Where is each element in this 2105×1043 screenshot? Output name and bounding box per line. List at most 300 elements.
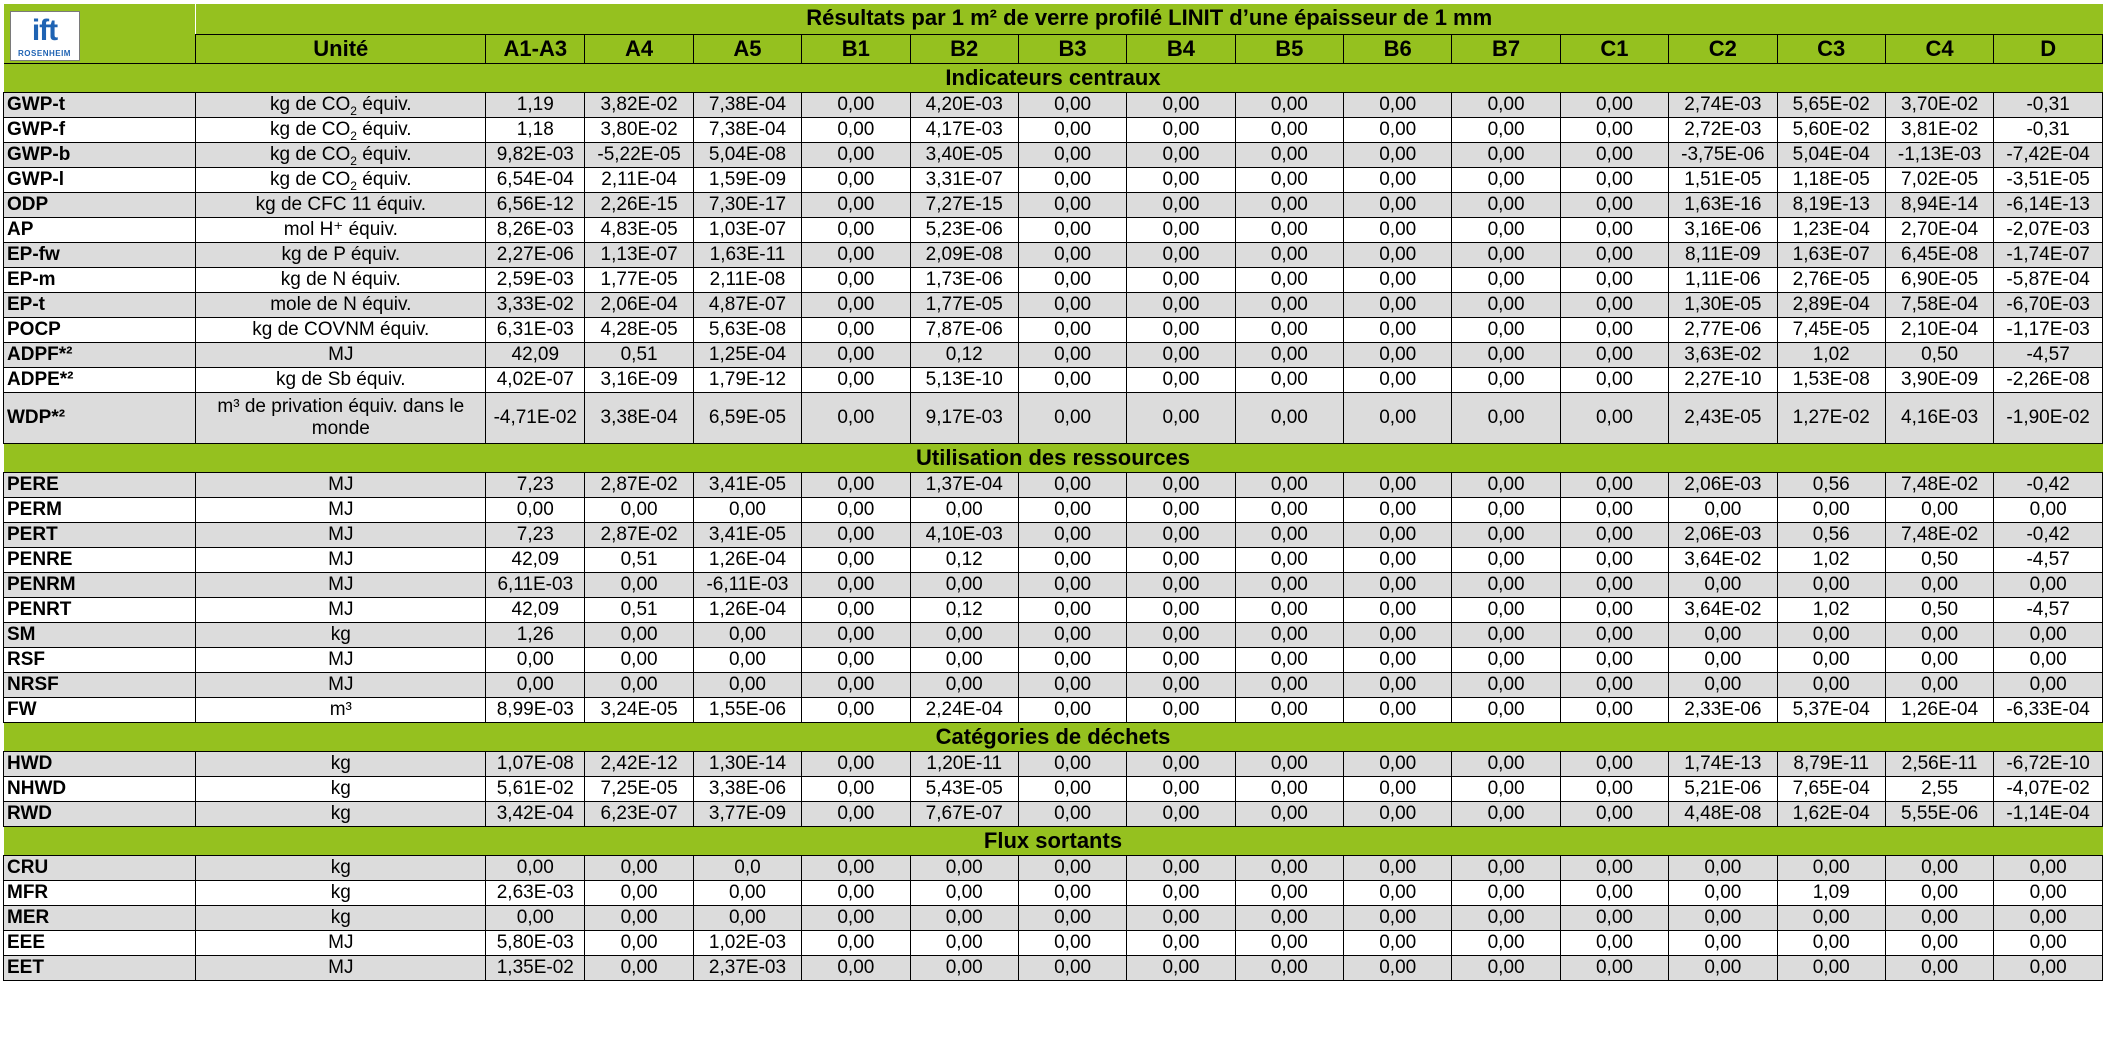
- value-cell-b1: 0,00: [802, 931, 910, 956]
- value-cell-a4: -5,22E-05: [585, 143, 693, 168]
- value-cell-c4: 3,81E-02: [1885, 118, 1993, 143]
- value-cell-b5: 0,00: [1235, 906, 1343, 931]
- value-cell-c3: 1,63E-07: [1777, 243, 1885, 268]
- indicator-cell: SM: [4, 623, 196, 648]
- value-cell-c1: 0,00: [1560, 193, 1668, 218]
- value-cell-b2: 1,73E-06: [910, 268, 1018, 293]
- value-cell-b1: 0,00: [802, 548, 910, 573]
- value-cell-c4: 0,50: [1885, 598, 1993, 623]
- value-cell-c3: 0,00: [1777, 648, 1885, 673]
- unit-cell: MJ: [196, 598, 486, 623]
- value-cell-b1: 0,00: [802, 906, 910, 931]
- value-cell-a1-a3: 42,09: [486, 598, 585, 623]
- value-cell-b3: 0,00: [1018, 648, 1126, 673]
- value-cell-b7: 0,00: [1452, 802, 1560, 827]
- value-cell-b1: 0,00: [802, 623, 910, 648]
- value-cell-d: -5,87E-04: [1994, 268, 2103, 293]
- table-row: [4, 393, 2103, 444]
- indicator-cell: MER: [4, 906, 196, 931]
- value-cell-b4: 0,00: [1127, 931, 1235, 956]
- value-cell-b2: 1,77E-05: [910, 293, 1018, 318]
- table-row: [4, 698, 2103, 723]
- value-cell-b1: 0,00: [802, 573, 910, 598]
- value-cell-d: -0,31: [1994, 93, 2103, 118]
- value-cell-b2: 2,09E-08: [910, 243, 1018, 268]
- value-cell-a5: 0,0: [693, 856, 801, 881]
- column-header-b7: B7: [1452, 35, 1560, 64]
- value-cell-b6: 0,00: [1344, 777, 1452, 802]
- value-cell-d: -3,51E-05: [1994, 168, 2103, 193]
- value-cell-c3: 0,00: [1777, 906, 1885, 931]
- value-cell-b1: 0,00: [802, 168, 910, 193]
- column-header-b4: B4: [1127, 35, 1235, 64]
- table-row: [4, 906, 2103, 931]
- value-cell-b5: 0,00: [1235, 698, 1343, 723]
- value-cell-b2: 9,17E-03: [910, 393, 1018, 444]
- value-cell-b7: 0,00: [1452, 548, 1560, 573]
- value-cell-b3: 0,00: [1018, 956, 1126, 981]
- value-cell-a1-a3: 1,18: [486, 118, 585, 143]
- value-cell-b2: 0,00: [910, 906, 1018, 931]
- value-cell-c2: 5,21E-06: [1669, 777, 1777, 802]
- value-cell-b2: 7,27E-15: [910, 193, 1018, 218]
- indicator-cell: ADPF*²: [4, 343, 196, 368]
- value-cell-b3: 0,00: [1018, 777, 1126, 802]
- value-cell-c3: 2,89E-04: [1777, 293, 1885, 318]
- value-cell-b7: 0,00: [1452, 143, 1560, 168]
- value-cell-a4: 0,51: [585, 598, 693, 623]
- value-cell-d: -1,90E-02: [1994, 393, 2103, 444]
- value-cell-c4: 2,55: [1885, 777, 1993, 802]
- unit-cell: kg de $CO_2$ équiv.: [196, 143, 486, 168]
- value-cell-c2: 0,00: [1669, 856, 1777, 881]
- value-cell-b7: 0,00: [1452, 93, 1560, 118]
- unit-cell: mol H⁺ équiv.: [196, 218, 486, 243]
- value-cell-b1: 0,00: [802, 343, 910, 368]
- value-cell-b1: 0,00: [802, 93, 910, 118]
- unit-cell: kg: [196, 856, 486, 881]
- value-cell-c1: 0,00: [1560, 752, 1668, 777]
- value-cell-c3: 1,23E-04: [1777, 218, 1885, 243]
- value-cell-c1: 0,00: [1560, 168, 1668, 193]
- value-cell-a4: 0,00: [585, 673, 693, 698]
- value-cell-a5: 0,00: [693, 648, 801, 673]
- value-cell-b3: 0,00: [1018, 293, 1126, 318]
- table-row: [4, 648, 2103, 673]
- value-cell-d: 0,00: [1994, 498, 2103, 523]
- value-cell-a5: 3,41E-05: [693, 523, 801, 548]
- value-cell-c1: 0,00: [1560, 956, 1668, 981]
- value-cell-a1-a3: 8,26E-03: [486, 218, 585, 243]
- value-cell-d: -6,33E-04: [1994, 698, 2103, 723]
- value-cell-b5: 0,00: [1235, 956, 1343, 981]
- value-cell-a5: 0,00: [693, 673, 801, 698]
- value-cell-a1-a3: 6,54E-04: [486, 168, 585, 193]
- value-cell-c1: 0,00: [1560, 268, 1668, 293]
- value-cell-b2: 7,67E-07: [910, 802, 1018, 827]
- indicator-cell: POCP: [4, 318, 196, 343]
- value-cell-c4: 8,94E-14: [1885, 193, 1993, 218]
- value-cell-b1: 0,00: [802, 393, 910, 444]
- value-cell-c3: 5,04E-04: [1777, 143, 1885, 168]
- indicator-cell: AP: [4, 218, 196, 243]
- value-cell-a1-a3: 5,80E-03: [486, 931, 585, 956]
- value-cell-b3: 0,00: [1018, 318, 1126, 343]
- section-title: Utilisation des ressources: [4, 444, 2103, 473]
- table-row: [4, 752, 2103, 777]
- value-cell-a4: 2,26E-15: [585, 193, 693, 218]
- value-cell-d: -1,14E-04: [1994, 802, 2103, 827]
- value-cell-b4: 0,00: [1127, 623, 1235, 648]
- value-cell-b6: 0,00: [1344, 93, 1452, 118]
- value-cell-c1: 0,00: [1560, 598, 1668, 623]
- value-cell-c4: 3,70E-02: [1885, 93, 1993, 118]
- value-cell-a5: 1,26E-04: [693, 598, 801, 623]
- value-cell-a5: 7,38E-04: [693, 118, 801, 143]
- value-cell-b3: 0,00: [1018, 548, 1126, 573]
- value-cell-d: 0,00: [1994, 931, 2103, 956]
- value-cell-c2: 0,00: [1669, 956, 1777, 981]
- value-cell-a4: 0,00: [585, 648, 693, 673]
- value-cell-a5: 7,38E-04: [693, 93, 801, 118]
- value-cell-b6: 0,00: [1344, 906, 1452, 931]
- unit-cell: MJ: [196, 648, 486, 673]
- value-cell-c4: -1,13E-03: [1885, 143, 1993, 168]
- value-cell-b3: 0,00: [1018, 193, 1126, 218]
- indicator-cell: NRSF: [4, 673, 196, 698]
- table-row: [4, 93, 2103, 118]
- value-cell-b6: 0,00: [1344, 752, 1452, 777]
- value-cell-b4: 0,00: [1127, 548, 1235, 573]
- value-cell-b4: 0,00: [1127, 498, 1235, 523]
- value-cell-c2: 0,00: [1669, 498, 1777, 523]
- column-header-row: [4, 35, 2103, 64]
- value-cell-a1-a3: 1,07E-08: [486, 752, 585, 777]
- value-cell-d: -0,42: [1994, 473, 2103, 498]
- value-cell-c3: 5,60E-02: [1777, 118, 1885, 143]
- value-cell-d: -4,57: [1994, 548, 2103, 573]
- value-cell-b5: 0,00: [1235, 673, 1343, 698]
- value-cell-a1-a3: -4,71E-02: [486, 393, 585, 444]
- value-cell-b2: 0,00: [910, 673, 1018, 698]
- value-cell-c3: 1,02: [1777, 548, 1885, 573]
- value-cell-c1: 0,00: [1560, 698, 1668, 723]
- value-cell-a5: 1,02E-03: [693, 931, 801, 956]
- value-cell-a4: 0,00: [585, 881, 693, 906]
- value-cell-a4: 3,24E-05: [585, 698, 693, 723]
- value-cell-c1: 0,00: [1560, 93, 1668, 118]
- value-cell-b3: 0,00: [1018, 673, 1126, 698]
- column-header-unit: Unité: [196, 35, 486, 64]
- logo-mark: ift: [31, 13, 58, 47]
- value-cell-c1: 0,00: [1560, 648, 1668, 673]
- unit-cell: kg: [196, 802, 486, 827]
- value-cell-c2: 0,00: [1669, 648, 1777, 673]
- value-cell-d: -6,14E-13: [1994, 193, 2103, 218]
- value-cell-a4: 0,00: [585, 573, 693, 598]
- value-cell-a4: 2,87E-02: [585, 523, 693, 548]
- value-cell-b5: 0,00: [1235, 648, 1343, 673]
- value-cell-b5: 0,00: [1235, 268, 1343, 293]
- table-row: [4, 318, 2103, 343]
- value-cell-b2: 2,24E-04: [910, 698, 1018, 723]
- value-cell-b7: 0,00: [1452, 168, 1560, 193]
- value-cell-b1: 0,00: [802, 498, 910, 523]
- value-cell-b6: 0,00: [1344, 956, 1452, 981]
- value-cell-c2: 3,16E-06: [1669, 218, 1777, 243]
- unit-cell: MJ: [196, 523, 486, 548]
- unit-cell: MJ: [196, 573, 486, 598]
- value-cell-b1: 0,00: [802, 293, 910, 318]
- value-cell-b1: 0,00: [802, 673, 910, 698]
- value-cell-b4: 0,00: [1127, 143, 1235, 168]
- value-cell-b7: 0,00: [1452, 523, 1560, 548]
- value-cell-a4: 0,00: [585, 498, 693, 523]
- value-cell-c1: 0,00: [1560, 856, 1668, 881]
- value-cell-b1: 0,00: [802, 648, 910, 673]
- value-cell-c2: 1,74E-13: [1669, 752, 1777, 777]
- value-cell-d: 0,00: [1994, 648, 2103, 673]
- column-header-d: D: [1994, 35, 2103, 64]
- value-cell-c4: 0,00: [1885, 906, 1993, 931]
- value-cell-a5: 1,59E-09: [693, 168, 801, 193]
- table-title-cell: [196, 4, 2103, 35]
- value-cell-b3: 0,00: [1018, 118, 1126, 143]
- value-cell-c3: 1,02: [1777, 598, 1885, 623]
- value-cell-b5: 0,00: [1235, 368, 1343, 393]
- value-cell-c4: 1,26E-04: [1885, 698, 1993, 723]
- value-cell-b7: 0,00: [1452, 243, 1560, 268]
- unit-cell: kg: [196, 906, 486, 931]
- value-cell-b4: 0,00: [1127, 673, 1235, 698]
- value-cell-c4: 7,02E-05: [1885, 168, 1993, 193]
- value-cell-a4: 3,16E-09: [585, 368, 693, 393]
- value-cell-b3: 0,00: [1018, 393, 1126, 444]
- value-cell-c1: 0,00: [1560, 777, 1668, 802]
- value-cell-b6: 0,00: [1344, 881, 1452, 906]
- value-cell-c3: 0,00: [1777, 956, 1885, 981]
- value-cell-a5: 1,26E-04: [693, 548, 801, 573]
- column-header-b3: B3: [1018, 35, 1126, 64]
- value-cell-a4: 2,87E-02: [585, 473, 693, 498]
- value-cell-a4: 2,42E-12: [585, 752, 693, 777]
- value-cell-b4: 0,00: [1127, 393, 1235, 444]
- value-cell-a1-a3: 3,33E-02: [486, 293, 585, 318]
- value-cell-a1-a3: 42,09: [486, 343, 585, 368]
- value-cell-a1-a3: 1,19: [486, 93, 585, 118]
- value-cell-c2: 0,00: [1669, 573, 1777, 598]
- value-cell-c4: 0,00: [1885, 498, 1993, 523]
- value-cell-a4: 3,82E-02: [585, 93, 693, 118]
- value-cell-d: 0,00: [1994, 906, 2103, 931]
- value-cell-b2: 3,40E-05: [910, 143, 1018, 168]
- value-cell-c2: 0,00: [1669, 673, 1777, 698]
- table-row: [4, 573, 2103, 598]
- value-cell-b5: 0,00: [1235, 802, 1343, 827]
- value-cell-c4: 6,45E-08: [1885, 243, 1993, 268]
- value-cell-b2: 7,87E-06: [910, 318, 1018, 343]
- value-cell-b7: 0,00: [1452, 573, 1560, 598]
- column-header-a4: A4: [585, 35, 693, 64]
- indicator-cell: ADPE*²: [4, 368, 196, 393]
- table-row: [4, 548, 2103, 573]
- value-cell-a1-a3: 5,61E-02: [486, 777, 585, 802]
- value-cell-a1-a3: 0,00: [486, 673, 585, 698]
- value-cell-b4: 0,00: [1127, 293, 1235, 318]
- value-cell-b1: 0,00: [802, 956, 910, 981]
- title-row: [4, 4, 2103, 35]
- value-cell-a1-a3: 0,00: [486, 498, 585, 523]
- value-cell-b7: 0,00: [1452, 393, 1560, 444]
- value-cell-a4: 1,13E-07: [585, 243, 693, 268]
- value-cell-b3: 0,00: [1018, 573, 1126, 598]
- value-cell-a1-a3: 6,31E-03: [486, 318, 585, 343]
- table-row: [4, 218, 2103, 243]
- unit-cell: MJ: [196, 498, 486, 523]
- value-cell-a4: 0,00: [585, 931, 693, 956]
- value-cell-a5: 3,38E-06: [693, 777, 801, 802]
- value-cell-b4: 0,00: [1127, 118, 1235, 143]
- value-cell-b4: 0,00: [1127, 648, 1235, 673]
- value-cell-c1: 0,00: [1560, 118, 1668, 143]
- value-cell-b5: 0,00: [1235, 523, 1343, 548]
- value-cell-b3: 0,00: [1018, 268, 1126, 293]
- value-cell-b5: 0,00: [1235, 931, 1343, 956]
- value-cell-a5: 0,00: [693, 906, 801, 931]
- value-cell-b6: 0,00: [1344, 393, 1452, 444]
- value-cell-a5: 0,00: [693, 623, 801, 648]
- value-cell-a4: 4,28E-05: [585, 318, 693, 343]
- value-cell-a1-a3: 2,27E-06: [486, 243, 585, 268]
- value-cell-b5: 0,00: [1235, 218, 1343, 243]
- value-cell-b6: 0,00: [1344, 648, 1452, 673]
- value-cell-b1: 0,00: [802, 243, 910, 268]
- value-cell-a5: 7,30E-17: [693, 193, 801, 218]
- value-cell-b4: 0,00: [1127, 573, 1235, 598]
- value-cell-c1: 0,00: [1560, 473, 1668, 498]
- unit-cell: kg: [196, 623, 486, 648]
- value-cell-c2: 2,74E-03: [1669, 93, 1777, 118]
- value-cell-b2: 0,00: [910, 573, 1018, 598]
- unit-cell: kg de $CO_2$ équiv.: [196, 118, 486, 143]
- value-cell-d: -1,74E-07: [1994, 243, 2103, 268]
- value-cell-b7: 0,00: [1452, 193, 1560, 218]
- value-cell-a1-a3: 3,42E-04: [486, 802, 585, 827]
- value-cell-d: -6,72E-10: [1994, 752, 2103, 777]
- indicator-cell: EP-t: [4, 293, 196, 318]
- value-cell-b7: 0,00: [1452, 598, 1560, 623]
- value-cell-b3: 0,00: [1018, 243, 1126, 268]
- value-cell-c4: 0,50: [1885, 548, 1993, 573]
- value-cell-b2: 0,00: [910, 623, 1018, 648]
- unit-cell: kg de $CO_2$ équiv.: [196, 168, 486, 193]
- value-cell-c2: -3,75E-06: [1669, 143, 1777, 168]
- value-cell-b4: 0,00: [1127, 168, 1235, 193]
- value-cell-c3: 0,56: [1777, 523, 1885, 548]
- value-cell-a4: 0,51: [585, 343, 693, 368]
- value-cell-c1: 0,00: [1560, 573, 1668, 598]
- value-cell-c2: 3,64E-02: [1669, 548, 1777, 573]
- value-cell-c1: 0,00: [1560, 343, 1668, 368]
- column-header-c4: C4: [1885, 35, 1993, 64]
- value-cell-b3: 0,00: [1018, 881, 1126, 906]
- value-cell-b3: 0,00: [1018, 931, 1126, 956]
- value-cell-c2: 1,51E-05: [1669, 168, 1777, 193]
- value-cell-a5: 3,41E-05: [693, 473, 801, 498]
- value-cell-a4: 7,25E-05: [585, 777, 693, 802]
- table-row: [4, 368, 2103, 393]
- value-cell-b1: 0,00: [802, 802, 910, 827]
- value-cell-d: -0,42: [1994, 523, 2103, 548]
- value-cell-c2: 1,30E-05: [1669, 293, 1777, 318]
- value-cell-c3: 0,00: [1777, 673, 1885, 698]
- value-cell-b1: 0,00: [802, 856, 910, 881]
- value-cell-a1-a3: 7,23: [486, 473, 585, 498]
- value-cell-b2: 5,43E-05: [910, 777, 1018, 802]
- value-cell-a5: 2,11E-08: [693, 268, 801, 293]
- indicator-cell: EP-m: [4, 268, 196, 293]
- value-cell-c4: 4,16E-03: [1885, 393, 1993, 444]
- value-cell-c3: 7,45E-05: [1777, 318, 1885, 343]
- value-cell-b3: 0,00: [1018, 752, 1126, 777]
- value-cell-b6: 0,00: [1344, 856, 1452, 881]
- value-cell-b3: 0,00: [1018, 523, 1126, 548]
- value-cell-d: 0,00: [1994, 856, 2103, 881]
- value-cell-d: -4,07E-02: [1994, 777, 2103, 802]
- value-cell-b3: 0,00: [1018, 93, 1126, 118]
- table-row: [4, 118, 2103, 143]
- value-cell-c2: 2,06E-03: [1669, 523, 1777, 548]
- indicator-cell: GWP-f: [4, 118, 196, 143]
- table-row: [4, 343, 2103, 368]
- indicator-cell: PENRE: [4, 548, 196, 573]
- value-cell-a5: 5,04E-08: [693, 143, 801, 168]
- indicator-cell: CRU: [4, 856, 196, 881]
- value-cell-c4: 6,90E-05: [1885, 268, 1993, 293]
- value-cell-b5: 0,00: [1235, 573, 1343, 598]
- section-header-row: [4, 827, 2103, 856]
- value-cell-b7: 0,00: [1452, 473, 1560, 498]
- value-cell-b5: 0,00: [1235, 193, 1343, 218]
- value-cell-b2: 0,00: [910, 956, 1018, 981]
- unit-cell: MJ: [196, 931, 486, 956]
- value-cell-a5: 6,59E-05: [693, 393, 801, 444]
- table-row: [4, 193, 2103, 218]
- value-cell-b6: 0,00: [1344, 168, 1452, 193]
- value-cell-b7: 0,00: [1452, 881, 1560, 906]
- indicator-cell: ODP: [4, 193, 196, 218]
- indicator-cell: RWD: [4, 802, 196, 827]
- value-cell-b3: 0,00: [1018, 698, 1126, 723]
- value-cell-c3: 0,00: [1777, 498, 1885, 523]
- indicator-cell: PERT: [4, 523, 196, 548]
- value-cell-b3: 0,00: [1018, 218, 1126, 243]
- value-cell-c2: 8,11E-09: [1669, 243, 1777, 268]
- indicator-cell: HWD: [4, 752, 196, 777]
- unit-cell: kg de N équiv.: [196, 268, 486, 293]
- value-cell-b4: 0,00: [1127, 881, 1235, 906]
- value-cell-c4: 0,00: [1885, 623, 1993, 648]
- value-cell-c1: 0,00: [1560, 523, 1668, 548]
- value-cell-a5: 1,63E-11: [693, 243, 801, 268]
- logo-subtext: ROSENHEIM: [18, 48, 71, 58]
- table-row: [4, 673, 2103, 698]
- value-cell-c3: 1,53E-08: [1777, 368, 1885, 393]
- unit-cell: kg de COVNM équiv.: [196, 318, 486, 343]
- value-cell-a4: 0,00: [585, 956, 693, 981]
- value-cell-b1: 0,00: [802, 368, 910, 393]
- value-cell-a1-a3: 8,99E-03: [486, 698, 585, 723]
